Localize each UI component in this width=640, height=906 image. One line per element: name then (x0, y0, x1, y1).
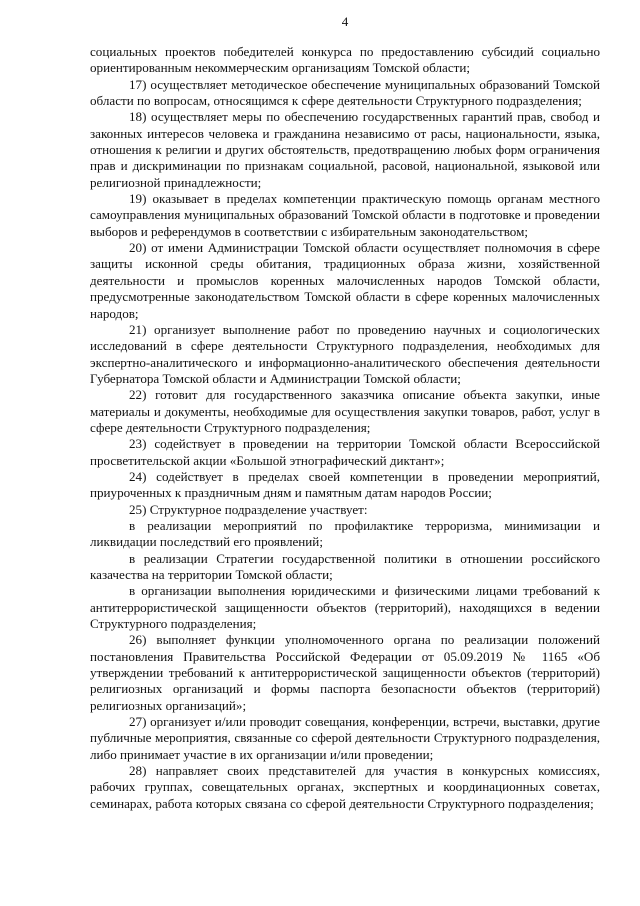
page-number: 4 (341, 14, 349, 29)
paragraph: 20) от имени Администрации Томской области осуществляет полномочия в сфере защиты исконной среды обитания, традиционных образа жизни, хозяйственной деятельности и промыслов коренных малочисленных народов Томской области, предусмотренные законодательством Томской области в сфере коренных малочисленных народов; (90, 240, 600, 321)
paragraph: в организации выполнения юридическими и физическими лицами требований к антитеррористической защищенности объектов (территорий), находящихся в ведении Структурного подразделения; (90, 583, 600, 632)
paragraph: 17) осуществляет методическое обеспечение муниципальных образований Томской области по вопросам, относящимся к сфере деятельности Структурного подразделения; (90, 76, 600, 109)
paragraph: 24) содействует в пределах своей компетенции в проведении мероприятий, приуроченных к праздничным дням и памятным датам народов России; (90, 468, 600, 501)
paragraph: 22) готовит для государственного заказчика описание объекта закупки, иные материалы и документы, необходимые для осуществления закупки товаров, работ, услуг в сфере деятельности Структурного подразделения; (90, 387, 600, 435)
paragraph: в реализации мероприятий по профилактике терроризма, минимизации и ликвидации последствий его проявлений; (90, 517, 600, 550)
paragraph: 18) осуществляет меры по обеспечению государственных гарантий прав, свобод и законных интересов человека и гражданина независимо от расы, национальности, языка, отношения к религии и других обстоятельств, предотвращению любых форм ограничения прав и дискриминации по признакам социальной, расовой, национальной, языковой или религиозной принадлежности; (90, 109, 600, 190)
body-text (90, 44, 600, 812)
paragraph: в реализации Стратегии государственной политики в отношении российского казачества на территории Томской области; (90, 550, 600, 582)
paragraph: 23) содействует в проведении на территории Томской области Всероссийской просветительской акции «Большой этнографический диктант»; (90, 436, 600, 468)
paragraph: 21) организует выполнение работ по проведению научных и социологических исследований в сфере деятельности Структурного подразделения, необходимых для экспертно-аналитического и информационно-аналитического обеспечения деятельности Губернатора Томской области и Администрации Томской области; (90, 321, 600, 386)
paragraph: 28) направляет своих представителей для участия в конкурсных комиссиях, рабочих группах, совещательных органах, экспертных и координационных советах, семинарах, работа которых связана со сферой деятельности Структурного подразделения; (90, 763, 600, 811)
paragraph: 19) оказывает в пределах компетенции практическую помощь органам местного самоуправления муниципальных образований Томской области в подготовке и проведении выборов и референдумов в соответствии с избирательным законодательством; (90, 191, 600, 239)
paragraph: социальных проектов победителей конкурса по предоставлению субсидий социально ориентированным некоммерческим организациям Томской области; (90, 44, 600, 76)
paragraph: 26) выполняет функции уполномоченного органа по реализации положений постановления Правительства Российской Федерации от 05.09.2019 № 1165 «Об утверждении требований к антитеррористической защищенности объектов (территорий) религиозных организаций и формы паспорта безопасности объектов (территорий) религиозных организаций»; (90, 632, 600, 713)
paragraph: 27) организует и/или проводит совещания, конференции, встречи, выставки, другие публичные мероприятия, связанные со сферой деятельности Структурного подразделения, либо принимает участие в их организации и/или проведении; (90, 714, 600, 762)
paragraph: 25) Структурное подразделение участвует: (129, 501, 368, 517)
